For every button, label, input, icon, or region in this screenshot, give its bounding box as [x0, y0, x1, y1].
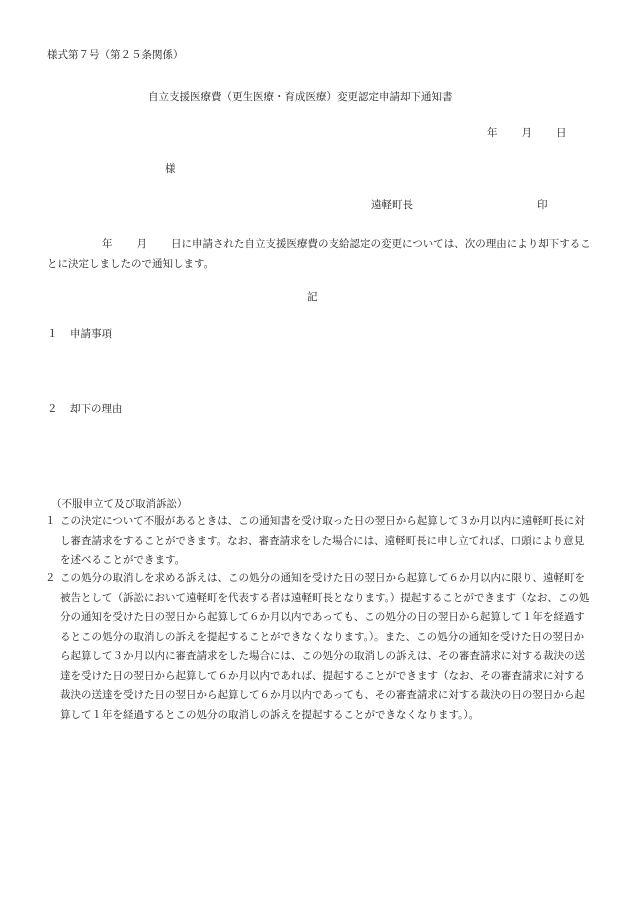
appeal-item-number: ２: [45, 572, 56, 584]
notice-year-label: 年: [102, 238, 113, 250]
date-line: [487, 128, 567, 139]
recipient-honorific: 様: [165, 163, 176, 175]
notice-body: [47, 234, 592, 274]
appeal-heading: （不服申立て及び取消訴訟）: [51, 498, 188, 510]
notice-month-label: 月: [136, 238, 147, 250]
appeal-item-number: １: [45, 515, 56, 527]
section-number: １: [47, 328, 58, 340]
section-label: 申請事項: [70, 328, 112, 340]
appeal-item-text: この処分の取消しを求める訴えは、この処分の通知を受けた日の翌日から起算して６か月以内に限り、遠軽町を被告として（訴訟において遠軽町を代表する者は遠軽町長となります。）提起することができます（なお、この処分の通知を受けた日の翌日から起算して６か月以内であっても、この処分の日の翌日から起算して１年を経過するとこの処分の取消しの訴えを提起することができなくなります。）。また、この処分の通知を受けた日の翌日から起算して３か月以内に審査請求をした場合には、この処分の取消しの訴えは、その審査請求に対する裁決の送達を受けた日の翌日から起算して６か月以内であれば、提起することができます（なお、その審査請求に対する裁決の送達を受けた日の翌日から起算して６か月以内であっても、その審査請求に対する裁決の日の翌日から起算して１年を経過するとこの処分の取消しの訴えを提起することができなくなります。）。: [60, 572, 590, 721]
section-number: ２: [47, 403, 58, 415]
section-application-matter: [47, 329, 112, 340]
section-label: 却下の理由: [70, 403, 123, 415]
ki-heading: 記: [307, 291, 318, 303]
appeal-item-text: この決定について不服があるときは、この通知書を受け取った日の翌日から起算して３か月以内に遠軽町長に対し審査請求をすることができます。なお、審査請求をした場合には、遠軽町長に申し立てれば、口頭により意見を述べることができます。: [60, 515, 585, 566]
date-day-label: 日: [556, 127, 567, 139]
date-year-label: 年: [487, 127, 498, 139]
section-rejection-reason: [47, 404, 123, 415]
document-title: 自立支援医療費（更生医療・育成医療）変更認定申請却下通知書: [148, 91, 453, 103]
appeal-item: [45, 569, 590, 725]
notice-text: 日に申請された自立支援医療費の支給認定の変更については、次の理由により却下することに決定しましたので通知します。: [47, 238, 591, 270]
form-number: 様式第７号（第２５条関係）: [47, 49, 184, 61]
issuer-name: 遠軽町長: [371, 199, 413, 211]
date-month-label: 月: [521, 127, 532, 139]
appeal-item: [45, 512, 590, 571]
seal-mark: 印: [537, 199, 548, 211]
